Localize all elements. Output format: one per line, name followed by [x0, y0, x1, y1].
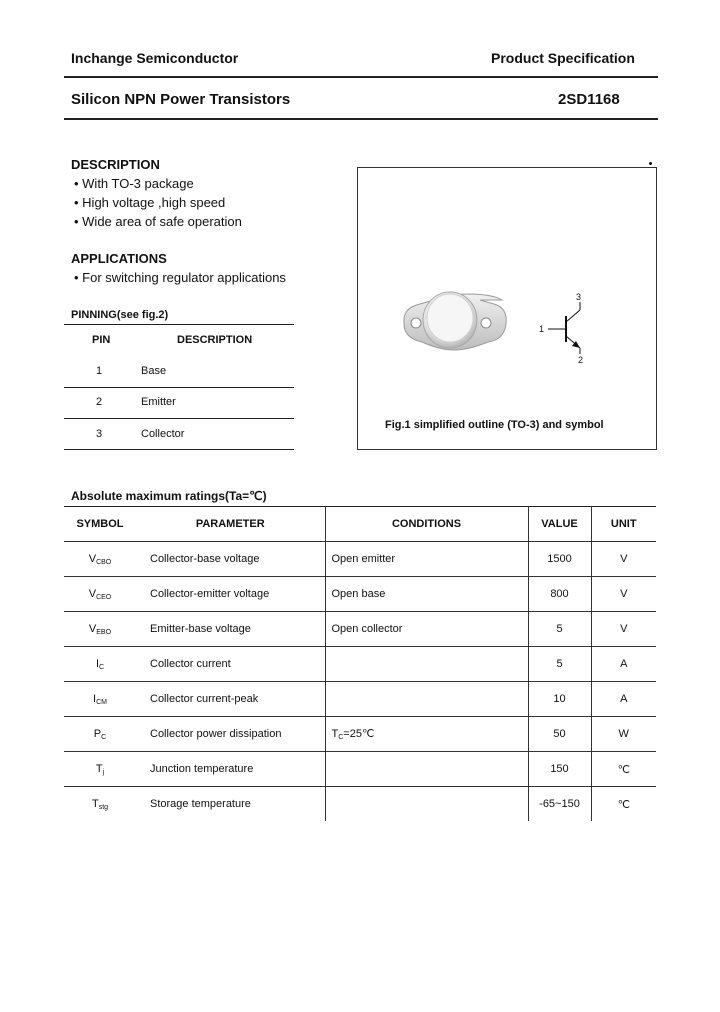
description-item: • High voltage ,high speed: [74, 195, 226, 210]
conditions-cell: [325, 717, 528, 752]
conditions-cell: [325, 647, 528, 682]
table-row: [64, 612, 656, 647]
pinning-header-pin: PIN: [92, 334, 111, 346]
parameter-cell: Emitter-base voltage: [136, 612, 325, 647]
condition-subscript: C: [338, 734, 344, 741]
condition-tail: =25℃: [343, 728, 375, 740]
table-header-row: [64, 506, 656, 542]
symbol-main: I: [93, 692, 97, 705]
symbol-cell: [64, 717, 136, 752]
symbol-subscript: C: [101, 733, 107, 741]
symbol-main: T: [91, 797, 99, 810]
pinning-title: PINNING(see fig.2): [71, 309, 169, 321]
symbol-subscript: stg: [98, 803, 109, 811]
conditions-cell: [325, 542, 528, 577]
pin-number: 3: [96, 428, 103, 440]
condition-main: Open base: [331, 587, 386, 600]
description-title: DESCRIPTION: [71, 157, 160, 172]
condition-main: Open collector: [331, 622, 403, 635]
symbol-main: T: [95, 762, 103, 775]
col-unit: UNIT: [591, 506, 656, 542]
symbol-subscript: CM: [96, 698, 107, 706]
condition-main: T: [331, 728, 339, 740]
parameter-cell: Junction temperature: [136, 752, 325, 787]
dot-mark: [649, 162, 652, 165]
unit-cell: V: [591, 542, 656, 577]
unit-cell: A: [591, 682, 656, 717]
company-name: Inchange Semiconductor: [71, 50, 239, 66]
unit-cell: A: [591, 647, 656, 682]
symbol-main: I: [95, 657, 99, 670]
parameter-cell: Collector-emitter voltage: [136, 577, 325, 612]
table-row: [64, 647, 656, 682]
symbol-subscript: CBO: [96, 558, 112, 566]
table-row: [64, 682, 656, 717]
ratings-title: Absolute maximum ratings(Ta=℃): [71, 489, 267, 503]
conditions-cell: [325, 682, 528, 717]
figure-box: [357, 167, 657, 450]
pin-number: 2: [96, 396, 103, 408]
value-cell: 5: [528, 612, 591, 647]
base-pin-label: 1: [539, 324, 545, 334]
applications-title: APPLICATIONS: [71, 251, 167, 266]
figure-caption: Fig.1 simplified outline (TO-3) and symbol: [385, 419, 604, 431]
symbol-cell: [64, 682, 136, 717]
pin-description: Emitter: [141, 396, 176, 408]
unit-cell: W: [591, 717, 656, 752]
symbol-main: V: [88, 587, 97, 600]
col-symbol: SYMBOL: [64, 506, 136, 542]
symbol-cell: [64, 752, 136, 787]
symbol-main: P: [93, 727, 102, 740]
col-parameter: PARAMETER: [136, 506, 325, 542]
value-cell: 5: [528, 647, 591, 682]
pinning-rule: [64, 324, 294, 325]
emitter-pin-label: 2: [578, 355, 584, 365]
symbol-cell: [64, 577, 136, 612]
symbol-subscript: EBO: [96, 628, 112, 636]
value-cell: 1500: [528, 542, 591, 577]
header-rule-bottom: [64, 118, 658, 120]
npn-symbol-icon: [358, 168, 656, 449]
table-row: [64, 787, 656, 822]
value-cell: 10: [528, 682, 591, 717]
symbol-cell: [64, 787, 136, 822]
description-item: • Wide area of safe operation: [74, 214, 242, 229]
value-cell: 50: [528, 717, 591, 752]
symbol-subscript: CEO: [96, 593, 112, 601]
symbol-subscript: C: [99, 663, 105, 671]
description-item: • With TO-3 package: [74, 176, 194, 191]
conditions-cell: [325, 787, 528, 822]
table-row: [64, 717, 656, 752]
unit-cell: V: [591, 577, 656, 612]
product-line: Silicon NPN Power Transistors: [71, 91, 291, 108]
applications-item: • For switching regulator applications: [74, 270, 286, 285]
symbol-main: V: [88, 552, 97, 565]
parameter-cell: Storage temperature: [150, 798, 251, 810]
pin-description: Collector: [141, 428, 185, 440]
doc-type: Product Specification: [491, 50, 635, 66]
table-row: [64, 752, 656, 787]
table-row: [64, 542, 656, 577]
symbol-main: V: [88, 622, 97, 635]
symbol-cell: [64, 612, 136, 647]
value-cell: 800: [528, 577, 591, 612]
conditions-cell: [325, 577, 528, 612]
header-rule-top: [64, 76, 658, 78]
pin-number: 1: [96, 365, 103, 377]
value-cell: 150: [528, 752, 591, 787]
symbol-cell: [64, 647, 136, 682]
pinning-header-description: DESCRIPTION: [177, 334, 253, 346]
value-cell: -65~150: [528, 787, 591, 822]
col-conditions: CONDITIONS: [325, 506, 528, 542]
parameter-cell: Collector power dissipation: [136, 717, 325, 752]
parameter-cell: Collector-base voltage: [136, 542, 325, 577]
part-number: 2SD1168: [558, 91, 620, 108]
symbol-subscript: j: [102, 768, 105, 776]
condition-main: Open emitter: [331, 552, 396, 565]
unit-cell: V: [591, 612, 656, 647]
pinning-row-rule: [64, 449, 294, 450]
pin-description: Base: [141, 365, 167, 377]
unit-cell: ℃: [591, 752, 656, 787]
unit-cell: ℃: [591, 787, 656, 822]
parameter-cell: Collector current-peak: [136, 682, 325, 717]
collector-pin-label: 3: [576, 292, 582, 302]
col-value: VALUE: [528, 506, 591, 542]
pinning-row-rule: [64, 387, 294, 388]
pinning-row-rule: [64, 418, 294, 419]
conditions-cell: [325, 612, 528, 647]
ratings-table: [64, 506, 656, 821]
parameter-cell: Collector current: [136, 647, 325, 682]
table-row: [64, 577, 656, 612]
conditions-cell: [325, 752, 528, 787]
symbol-cell: [64, 542, 136, 577]
